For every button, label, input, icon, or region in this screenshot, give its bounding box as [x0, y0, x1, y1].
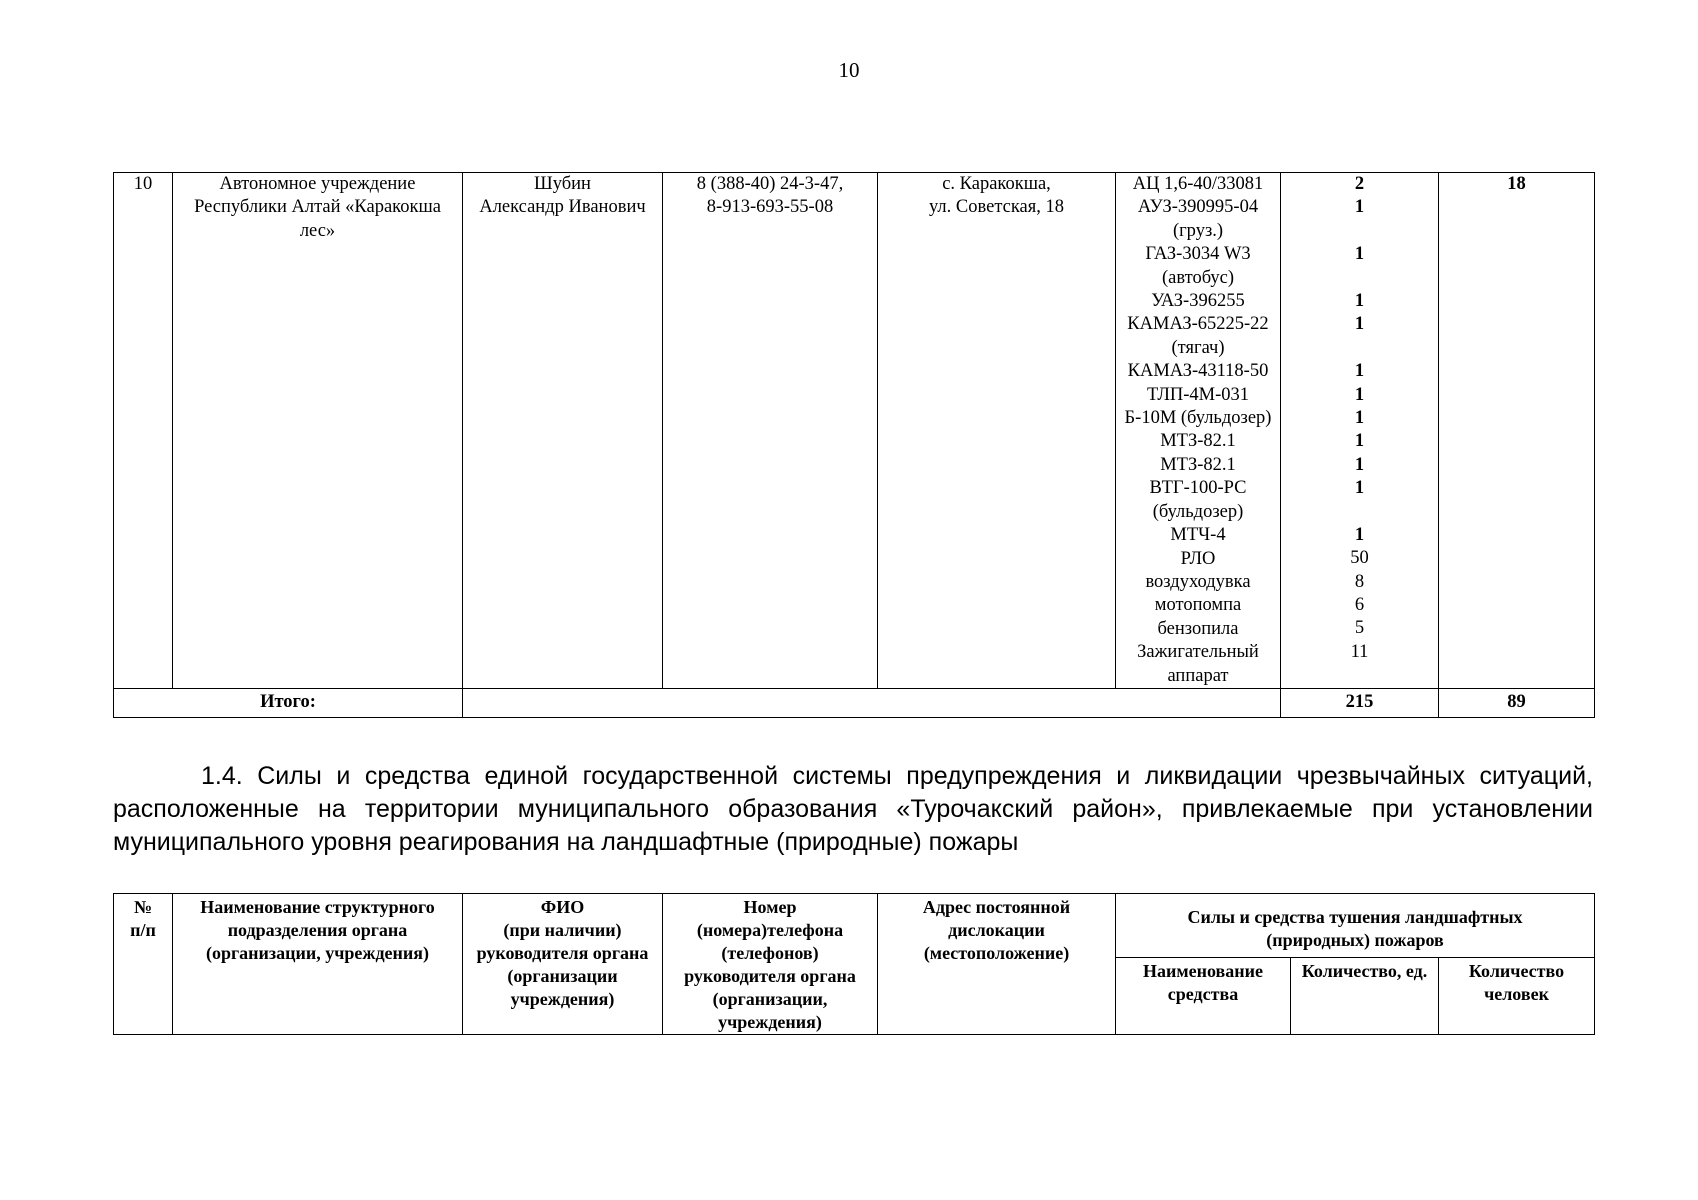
- equipment-quantity: 1: [1354, 244, 1365, 265]
- header-person: [463, 894, 663, 1035]
- table-row: [114, 173, 1595, 689]
- equipment-name-line: Зажигательный: [1137, 642, 1259, 663]
- header-num: [114, 894, 173, 1035]
- header-phone: [663, 894, 878, 1035]
- total-quantity: 215: [1281, 688, 1439, 717]
- cell-line: Наименование: [1143, 961, 1263, 981]
- phone-numbers: [663, 173, 878, 689]
- equipment-quantity: 6: [1354, 595, 1365, 616]
- total-people: 89: [1439, 688, 1595, 717]
- header-table: [113, 893, 1595, 1035]
- cell-line: (местоположение): [923, 943, 1070, 963]
- people-count: 18: [1439, 173, 1595, 689]
- equipment-name-line: аппарат: [1167, 665, 1229, 686]
- header-org: [173, 894, 463, 1035]
- header-eq-qty: [1291, 958, 1439, 1035]
- equipment-quantity: 1: [1354, 478, 1365, 499]
- equipment-quantity: 8: [1354, 571, 1365, 592]
- section-heading-text: [113, 760, 1593, 859]
- cell-line: дислокации: [948, 920, 1045, 940]
- equipment-name-line: УАЗ-396255: [1151, 291, 1245, 312]
- cell-line: Количество: [1468, 961, 1565, 981]
- cell-line: ФИО: [540, 897, 585, 917]
- header-address: [878, 894, 1116, 1035]
- resources-table: [113, 172, 1595, 718]
- cell-line: Адрес постоянной: [922, 897, 1071, 917]
- header-eq-name: [1116, 958, 1291, 1035]
- equipment-quantity: 50: [1350, 548, 1369, 569]
- equipment-name-line: ВТГ-100-РС: [1149, 478, 1247, 499]
- page-number: 10: [838, 58, 860, 82]
- cell-line: (номера)телефона: [696, 920, 844, 940]
- equipment-name-line: (бульдозер): [1152, 501, 1244, 522]
- equipment-quantity: 1: [1354, 314, 1365, 335]
- cell-line: Автономное учреждение: [219, 174, 416, 194]
- equipment-quantity: 1: [1354, 431, 1365, 452]
- equipment-name-line: АУЗ-390995-04: [1137, 197, 1259, 218]
- cell-line: (организации, учреждения): [205, 943, 430, 963]
- cell-line: учреждения): [718, 1012, 822, 1032]
- equipment-name-line: МТЗ-82.1: [1160, 454, 1236, 475]
- equipment-name-line: (груз.): [1172, 220, 1224, 241]
- cell-line: руководителя органа: [684, 966, 856, 986]
- head-name: [463, 173, 663, 689]
- cell-line: учреждения): [510, 989, 615, 1009]
- cell-line: Силы и средства тушения ландшафтных: [1187, 907, 1523, 927]
- equipment-quantity: 1: [1354, 361, 1365, 382]
- cell-line: средства: [1167, 984, 1239, 1004]
- cell-line: (организации: [507, 966, 618, 986]
- equipment-quantity: 1: [1354, 197, 1365, 218]
- equipment-name-line: КАМАЗ-65225-22: [1127, 314, 1269, 335]
- equipment-name-line: мотопомпа: [1154, 595, 1242, 616]
- equipment-quantity: 5: [1354, 618, 1365, 639]
- cell-line: руководителя органа: [476, 943, 649, 963]
- cell-line: ул. Советская, 18: [928, 197, 1065, 218]
- cell-line: (природных) пожаров: [1266, 930, 1444, 950]
- cell-line: №: [133, 897, 153, 917]
- equipment-quantity: 1: [1354, 384, 1365, 405]
- cell-line: п/п: [130, 920, 156, 940]
- cell-line: 8 (388-40) 24-3-47,: [696, 174, 844, 194]
- equipment-name-line: (автобус): [1161, 267, 1235, 288]
- equipment-name-line: ТЛП-4М-031: [1146, 384, 1250, 405]
- organization-name: [173, 173, 463, 689]
- row-number: 10: [114, 173, 173, 689]
- cell-line: (при наличии): [503, 920, 622, 940]
- cell-line: 8-913-693-55-08: [706, 197, 834, 218]
- equipment-quantities: [1281, 173, 1439, 689]
- equipment-name-line: Б-10М (бульдозер): [1124, 408, 1272, 429]
- cell-line: Номер: [743, 897, 797, 917]
- cell-line: Количество, ед.: [1301, 961, 1428, 981]
- cell-line: с. Каракокша,: [942, 174, 1051, 194]
- total-row: [114, 688, 1595, 717]
- equipment-name-line: МТЧ-4: [1170, 525, 1226, 546]
- cell-line: человек: [1484, 984, 1549, 1004]
- cell-line: лес»: [299, 220, 336, 241]
- equipment-name-line: бензопила: [1157, 618, 1239, 639]
- equipment-name-line: РЛО: [1180, 548, 1216, 569]
- header-row: [114, 894, 1595, 958]
- cell-line: подразделения органа: [227, 920, 408, 940]
- cell-line: (телефонов): [721, 943, 819, 963]
- equipment-quantity: 1: [1354, 290, 1365, 311]
- cell-line: Александр Иванович: [479, 197, 646, 218]
- equipment-names: [1116, 173, 1281, 689]
- cell-line: Шубин: [534, 174, 591, 194]
- cell-line: Наименование структурного: [200, 897, 435, 917]
- header-eq-people: [1439, 958, 1595, 1035]
- total-label: Итого:: [114, 688, 463, 717]
- section-heading: 1.4. Силы и средства единой государственной системы предупреждения и ликвидации чрезвычайных ситуаций, расположенные на территории муниципального образования «Турочакский район», привлекаемые при установлении муниципального уровня реагирования на ландшафтные (природные) пожары: [113, 762, 1593, 856]
- header-forces: [1116, 894, 1595, 958]
- equipment-quantity: 11: [1350, 641, 1369, 662]
- equipment-name-line: МТЗ-82.1: [1160, 431, 1236, 452]
- equipment-quantity: 1: [1354, 524, 1365, 545]
- total-empty: [463, 688, 1281, 717]
- equipment-quantity: 1: [1354, 407, 1365, 428]
- equipment-quantity: 2: [1354, 174, 1365, 194]
- equipment-name-line: ГАЗ-3034 W3: [1145, 244, 1251, 265]
- equipment-quantity: 1: [1354, 454, 1365, 475]
- equipment-name-line: КАМАЗ-43118-50: [1127, 361, 1269, 382]
- cell-line: Республики Алтай «Каракокша: [194, 197, 441, 218]
- cell-line: (организации,: [712, 989, 828, 1009]
- address: [878, 173, 1116, 689]
- equipment-name-line: (тягач): [1171, 337, 1225, 358]
- equipment-name-line: АЦ 1,6-40/33081: [1132, 174, 1264, 194]
- equipment-name-line: воздуходувка: [1145, 571, 1251, 592]
